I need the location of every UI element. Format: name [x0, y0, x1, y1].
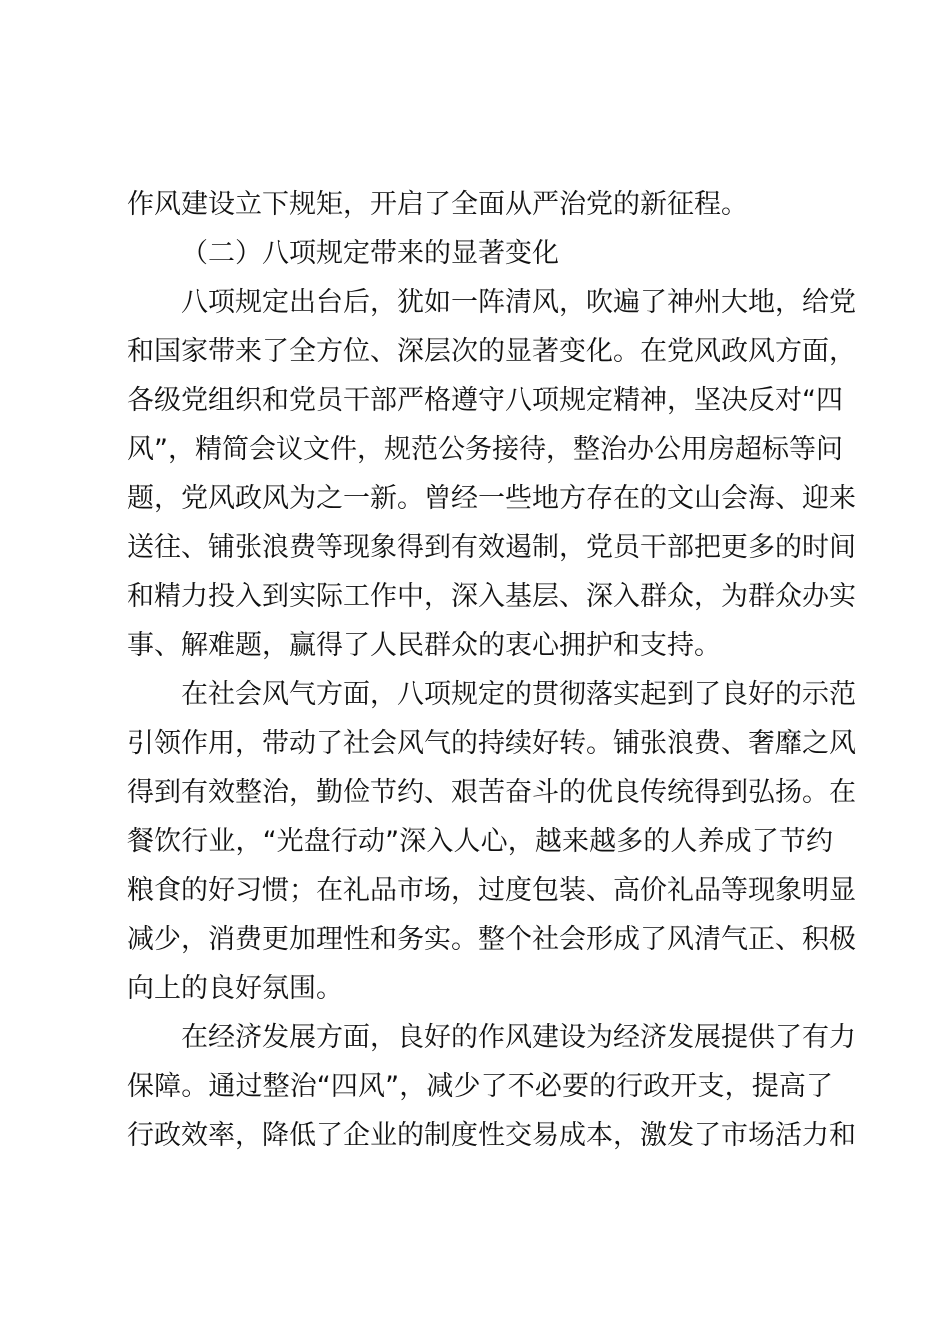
text-line: 粮食的好习惯；在礼品市场，过度包装、高价礼品等现象明显: [127, 875, 856, 906]
text-line: 得到有效整治，勤俭节约、艰苦奋斗的优良传统得到弘扬。在: [127, 777, 856, 808]
text-line: 和精力投入到实际工作中，深入基层、深入群众，为群众办实: [127, 581, 856, 612]
paragraph-social-atmosphere: [127, 670, 856, 1013]
text-line: 事、解难题，赢得了人民群众的衷心拥护和支持。: [127, 630, 721, 661]
text-line: 八项规定出台后，犹如一阵清风，吹遍了神州大地，给党: [181, 287, 856, 318]
text-line: 餐饮行业，“光盘行动”深入人心，越来越多的人养成了节约: [127, 826, 833, 857]
text-line: 向上的良好氛围。: [127, 973, 343, 1004]
text-line: 风”，精简会议文件，规范公务接待，整治办公用房超标等问: [127, 434, 843, 465]
section-heading: [127, 229, 833, 278]
text-line: 和国家带来了全方位、深层次的显著变化。在党风政风方面，: [127, 336, 856, 367]
document-body: [127, 180, 856, 1160]
text-line: 题，党风政风为之一新。曾经一些地方存在的文山会海、迎来: [127, 483, 856, 514]
text-line: 各级党组织和党员干部严格遵守八项规定精神，坚决反对“四: [127, 385, 843, 416]
section-heading-text: （二）八项规定带来的显著变化: [181, 238, 559, 269]
paragraph-continuation: [127, 180, 833, 229]
text-line: 在社会风气方面，八项规定的贯彻落实起到了良好的示范: [181, 679, 856, 710]
paragraph-economic-development: [127, 1013, 856, 1160]
text-line: 送往、铺张浪费等现象得到有效遏制，党员干部把更多的时间: [127, 532, 856, 563]
text-line: 减少，消费更加理性和务实。整个社会形成了风清气正、积极: [127, 924, 856, 955]
text-line: 保障。通过整治“四风”，减少了不必要的行政开支，提高了: [127, 1071, 833, 1102]
text-line: 作风建设立下规矩，开启了全面从严治党的新征程。: [127, 189, 748, 220]
text-line: 在经济发展方面，良好的作风建设为经济发展提供了有力: [181, 1022, 856, 1053]
text-line: 行政效率，降低了企业的制度性交易成本，激发了市场活力和: [127, 1120, 856, 1151]
text-line: 引领作用，带动了社会风气的持续好转。铺张浪费、奢靡之风: [127, 728, 856, 759]
paragraph-party-style: [127, 278, 856, 670]
